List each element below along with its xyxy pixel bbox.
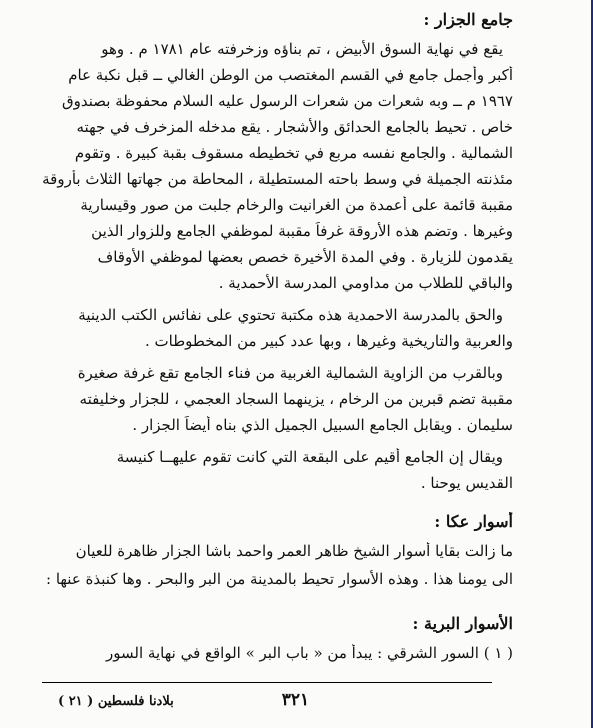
text-line: مئذنته الجميلة في وسط باحته المستطيلة ، المحاطة من جهاتها الثلاث بأروقة xyxy=(42,170,513,188)
text-line: مقببة قائمة على أعمدة من الغرانيت والرخام جلبت من صور وقيسارية xyxy=(80,196,513,214)
text-line: وبالقرب من الزاوية الشمالية الغربية من فناء الجامع تقع غرفة صغيرة xyxy=(77,364,503,382)
text-line: مقببة تضم قبرين من الرخام ، يزينهما السجاد العجمي ، للجزار وخليفته xyxy=(79,390,513,408)
text-line: والحق بالمدرسة الاحمدية هذه مكتبة تحتوي على نفائس الكتب الدينية xyxy=(78,306,503,324)
text-line: والباقي للطلاب من مداومي المدرسة الأحمدية . xyxy=(218,274,513,292)
text-line: أكبر وأجمل جامع في القسم المغتصب من الوطن الغالي ــ قبل نكبة عام xyxy=(68,66,513,84)
text-line: ( ١ ) السور الشرقي : يبدأ من « باب البر » الواقع في نهاية السور xyxy=(106,644,513,662)
text-line: خاص . تحيط بالجامع الحدائق والأشجار . يقع مدخله المزخرف في جهته xyxy=(76,118,513,136)
heading-acre-walls: أسوار عكا : xyxy=(434,512,513,531)
text-line: يقع في نهاية السوق الأبيض ، تم بناؤه وزخرفته عام ١٧٨١ م . وهو xyxy=(101,40,503,58)
heading-jazzar-mosque: جامع الجزار : xyxy=(423,10,513,29)
text-line: يقدمون للزيارة . وفي المدة الأخيرة خصص بعضها لموظفي الأوقاف xyxy=(97,248,513,266)
text-line: والعربية والتاريخية وغيرها ، وبها عدد كبير من المخطوطات . xyxy=(145,332,513,350)
text-line: الى يومنا هذا . وهذه الأسوار تحيط بالمدينة من البر والبحر . وها كنبذة عنها : xyxy=(46,570,513,588)
text-line: القديس يوحنا . xyxy=(420,474,513,492)
heading-land-walls: الأسوار البرية : xyxy=(412,614,513,633)
page-number: ٣٢١ xyxy=(281,690,310,710)
text-line: ما زالت بقايا أسوار الشيخ ظاهر العمر واحمد باشا الجزار ظاهرة للعيان xyxy=(75,542,513,560)
text-line: ١٩٦٧ م ــ وبه شعرات من شعرات الرسول عليه السلام محفوظة بصندوق xyxy=(62,92,513,110)
footer-rule xyxy=(42,682,492,683)
book-title-footer: بلادنا فلسطين ( ٢١ ) xyxy=(58,694,174,709)
text-line: الشمالية . والجامع نفسه مربع في تخطيطه مسقوف بقبة كبيرة . وتقوم xyxy=(74,144,513,162)
text-line: وغيرها . وتضم هذه الأروقة غرفاً مقببة لموظفي الجامع وللزوار الذين xyxy=(91,222,513,240)
text-line: سليمان . ويقابل الجامع السبيل الجميل الذي بناه أيضاً الجزار . xyxy=(132,416,513,434)
text-line: ويقال إن الجامع أقيم على البقعة التي كانت تقوم عليهــا كنيسة xyxy=(116,448,503,466)
